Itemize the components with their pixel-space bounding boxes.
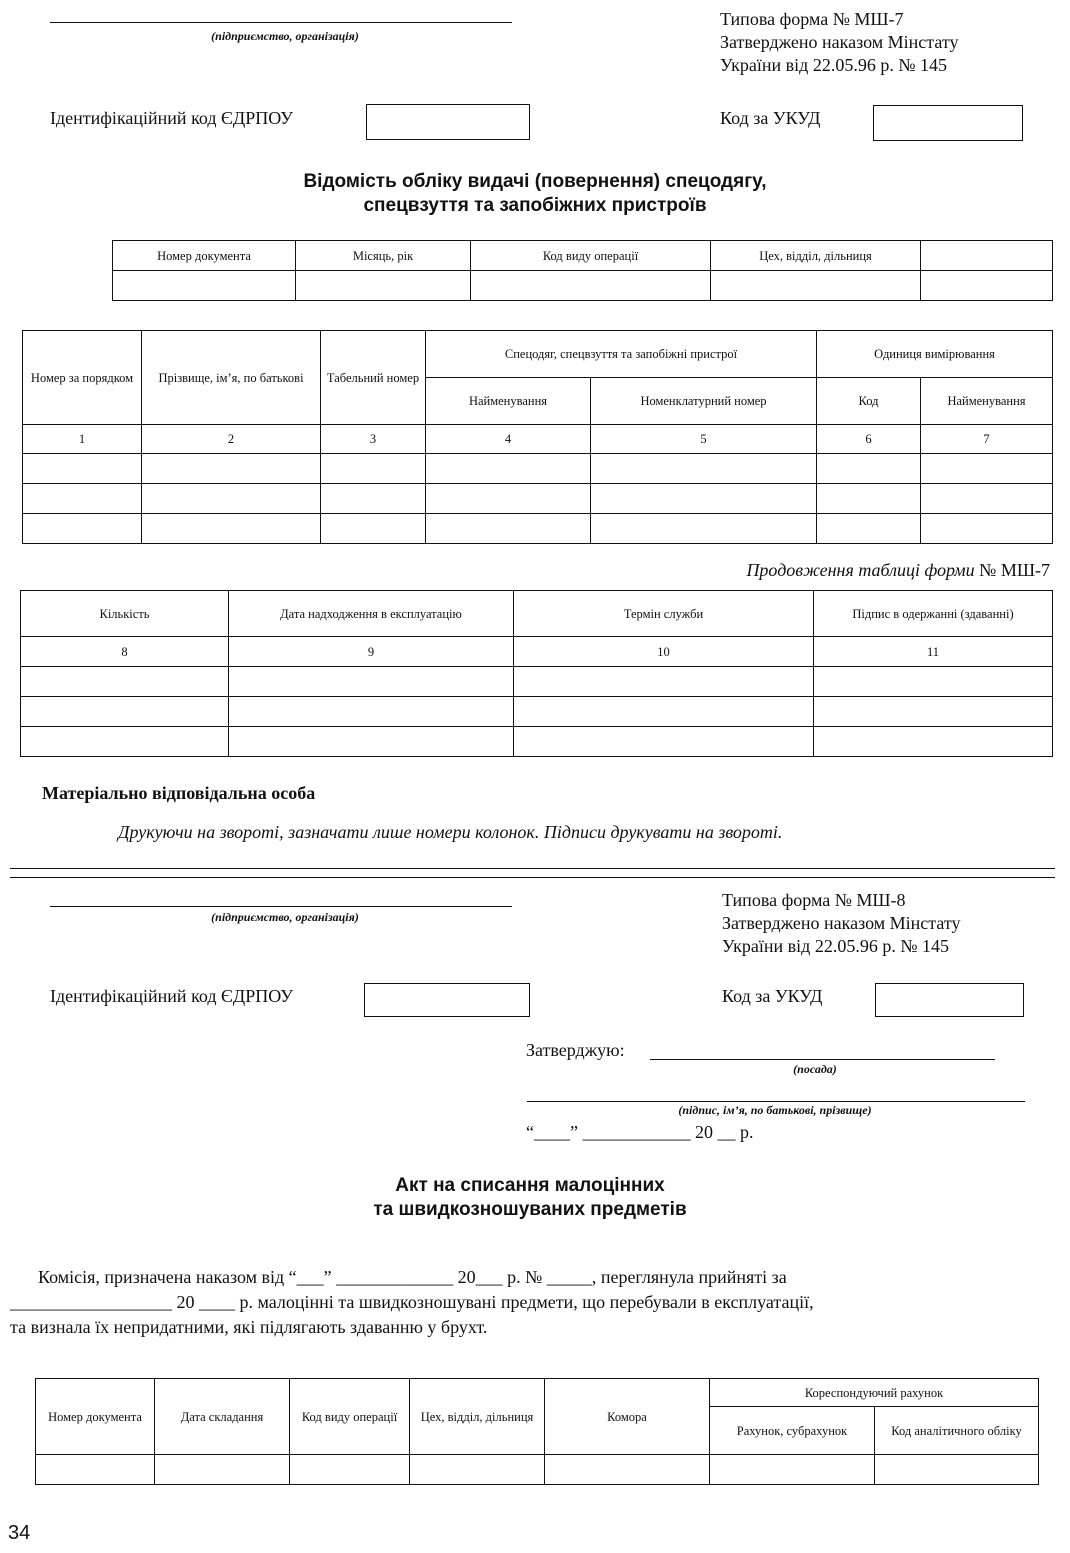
table-cell[interactable] — [229, 727, 514, 757]
header-act-date: Дата складання — [155, 1379, 290, 1455]
separator-line-top — [10, 868, 1055, 869]
commission-paragraph — [10, 1265, 1055, 1340]
table-cell[interactable] — [426, 514, 591, 544]
form-title-line1: Відомість обліку видачі (повернення) спецодягу, — [303, 171, 767, 192]
approve-label: Затверджую: — [526, 1040, 625, 1060]
table-cell[interactable] — [142, 454, 321, 484]
table-row — [23, 484, 1053, 514]
column-number: 11 — [814, 637, 1053, 667]
form-type: Типова форма № МШ-7 — [720, 9, 904, 29]
table-cell[interactable] — [591, 484, 817, 514]
header-operation-date: Дата надходження в експлуатацію — [229, 591, 514, 637]
table-cell[interactable] — [710, 1455, 875, 1485]
table-cell[interactable] — [23, 454, 142, 484]
table-cell[interactable] — [921, 514, 1053, 544]
header-corresponding-account: Кореспондуючий рахунок — [710, 1379, 1039, 1407]
print-note: Друкуючи на звороті, зазначати лише номери колонок. Підписи друкувати на звороті. — [118, 822, 783, 842]
column-number: 6 — [817, 425, 921, 454]
table-cell[interactable] — [410, 1455, 545, 1485]
table-cell[interactable] — [155, 1455, 290, 1485]
position-line[interactable] — [650, 1059, 995, 1060]
paragraph-line: Комісія, призначена наказом від “___” _____________ 20___ р. № _____, переглянула прийняті за — [38, 1267, 787, 1287]
table-cell[interactable] — [817, 484, 921, 514]
table-cell[interactable] — [229, 697, 514, 727]
column-number: 2 — [142, 425, 321, 454]
table-cell[interactable] — [814, 667, 1053, 697]
header-operation-code: Код виду операції — [471, 241, 711, 271]
form-approval-2: Затверджено наказом Мінстату — [722, 913, 961, 933]
act-title — [200, 1174, 860, 1222]
form-title — [150, 170, 920, 218]
table-cell[interactable] — [591, 514, 817, 544]
form-title-line2: спецвзуття та запобіжних пристроїв — [363, 195, 707, 216]
ukud-label-2: Код за УКУД — [722, 986, 823, 1006]
header-month-year: Місяць, рік — [296, 241, 471, 271]
column-number: 1 — [23, 425, 142, 454]
header-quantity: Кількість — [21, 591, 229, 637]
ukud-field[interactable] — [873, 105, 1023, 141]
header-document-number: Номер документа — [113, 241, 296, 271]
form-header — [720, 8, 959, 77]
header-equipment-group: Спецодяг, спецвзуття та запобіжні пристрої — [426, 331, 817, 378]
header-unit-group: Одиниця вимірювання — [817, 331, 1053, 378]
table-cell[interactable] — [514, 667, 814, 697]
edrpou-field-2[interactable] — [364, 983, 530, 1017]
position-caption: (посада) — [793, 1062, 837, 1076]
column-number: 8 — [21, 637, 229, 667]
table-cell[interactable] — [514, 727, 814, 757]
table-cell[interactable] — [321, 484, 426, 514]
header-act-document-number: Номер документа — [36, 1379, 155, 1455]
table-cell[interactable] — [545, 1455, 710, 1485]
column-number: 4 — [426, 425, 591, 454]
edrpou-label-2: Ідентифікаційний код ЄДРПОУ — [50, 986, 293, 1006]
table-cell[interactable] — [142, 484, 321, 514]
table-cell[interactable] — [817, 454, 921, 484]
form-approval-date: України від 22.05.96 р. № 145 — [720, 55, 947, 75]
continuation-text: Продовження таблиці форми — [746, 560, 975, 580]
continuation-label — [746, 560, 1050, 581]
issue-table — [22, 330, 1053, 544]
table-cell[interactable] — [426, 484, 591, 514]
table-cell[interactable] — [814, 727, 1053, 757]
form-header-2 — [722, 889, 961, 958]
organization-caption: (підприємство, організація) — [211, 29, 359, 43]
header-act-operation-code: Код виду операції — [290, 1379, 410, 1455]
column-number: 3 — [321, 425, 426, 454]
edrpou-field[interactable] — [366, 104, 530, 140]
table-row — [23, 514, 1053, 544]
cell-month-year[interactable] — [296, 271, 471, 301]
signature-line[interactable] — [527, 1101, 1025, 1102]
page-number: 34 — [8, 1522, 31, 1544]
act-title-line2: та швидкозношуваних предметів — [373, 1199, 687, 1220]
header-act-storeroom: Комора — [545, 1379, 710, 1455]
table-cell[interactable] — [426, 454, 591, 484]
column-number: 5 — [591, 425, 817, 454]
document-info-table — [112, 240, 1053, 301]
table-cell[interactable] — [23, 514, 142, 544]
table-cell[interactable] — [814, 697, 1053, 727]
header-service-term: Термін служби — [514, 591, 814, 637]
table-cell[interactable] — [21, 667, 229, 697]
header-analytic-code: Код аналітичного обліку — [875, 1407, 1039, 1455]
organization-line — [50, 22, 512, 23]
signature-caption: (підпис, ім’я, по батькові, прізвище) — [678, 1103, 872, 1117]
act-table — [35, 1378, 1039, 1485]
header-nomenclature-number: Номенклатурний номер — [591, 378, 817, 425]
header-tab-number: Табельний номер — [321, 331, 426, 425]
approval-date-line: “____” ____________ 20 __ р. — [526, 1122, 754, 1142]
table-row — [21, 697, 1053, 727]
form-approval-date-2: України від 22.05.96 р. № 145 — [722, 936, 949, 956]
table-cell[interactable] — [290, 1455, 410, 1485]
edrpou-label: Ідентифікаційний код ЄДРПОУ — [50, 108, 293, 128]
column-number: 7 — [921, 425, 1053, 454]
table-row — [21, 727, 1053, 757]
act-title-line1: Акт на списання малоцінних — [395, 1175, 665, 1196]
table-cell[interactable] — [23, 484, 142, 514]
table-cell[interactable] — [921, 454, 1053, 484]
form-approval: Затверджено наказом Мінстату — [720, 32, 959, 52]
table-cell[interactable] — [514, 697, 814, 727]
table-cell[interactable] — [36, 1455, 155, 1485]
organization-caption-2: (підприємство, організація) — [211, 910, 359, 924]
table-cell[interactable] — [321, 454, 426, 484]
column-number: 9 — [229, 637, 514, 667]
table-cell[interactable] — [229, 667, 514, 697]
table-row — [36, 1455, 1039, 1485]
table-row — [21, 667, 1053, 697]
cell-document-number[interactable] — [113, 271, 296, 301]
header-row-number: Номер за порядком — [23, 331, 142, 425]
table-cell[interactable] — [921, 484, 1053, 514]
table-cell[interactable] — [817, 514, 921, 544]
header-extra — [921, 241, 1053, 271]
header-full-name: Прізвище, ім’я, по батькові — [142, 331, 321, 425]
cell-operation-code[interactable] — [471, 271, 711, 301]
header-signature: Підпис в одержанні (здаванні) — [814, 591, 1053, 637]
table-row — [23, 454, 1053, 484]
table-cell[interactable] — [21, 697, 229, 727]
ukud-label: Код за УКУД — [720, 108, 821, 128]
table-cell[interactable] — [875, 1455, 1039, 1485]
column-number: 10 — [514, 637, 814, 667]
header-item-name: Найменування — [426, 378, 591, 425]
separator-line-bottom — [10, 877, 1055, 878]
table-cell[interactable] — [591, 454, 817, 484]
table-cell[interactable] — [321, 514, 426, 544]
cell-department[interactable] — [711, 271, 921, 301]
header-unit-name: Найменування — [921, 378, 1053, 425]
paragraph-line: __________________ 20 ____ р. малоцінні та швидкозношувані предмети, що перебували в експлуатації, — [10, 1292, 814, 1312]
organization-line-2 — [50, 906, 512, 907]
form-type-2: Типова форма № МШ-8 — [722, 890, 906, 910]
header-act-department: Цех, відділ, дільниця — [410, 1379, 545, 1455]
header-account-subaccount: Рахунок, субрахунок — [710, 1407, 875, 1455]
table-cell[interactable] — [142, 514, 321, 544]
paragraph-line: та визнала їх непридатними, які підлягають здаванню у брухт. — [10, 1317, 488, 1337]
responsible-person-label: Матеріально відповідальна особа — [42, 783, 316, 803]
cell-extra[interactable] — [921, 271, 1053, 301]
ukud-field-2[interactable] — [875, 983, 1024, 1017]
header-department: Цех, відділ, дільниця — [711, 241, 921, 271]
continuation-table — [20, 590, 1053, 757]
table-cell[interactable] — [21, 727, 229, 757]
header-unit-code: Код — [817, 378, 921, 425]
continuation-form: № МШ-7 — [979, 560, 1050, 580]
